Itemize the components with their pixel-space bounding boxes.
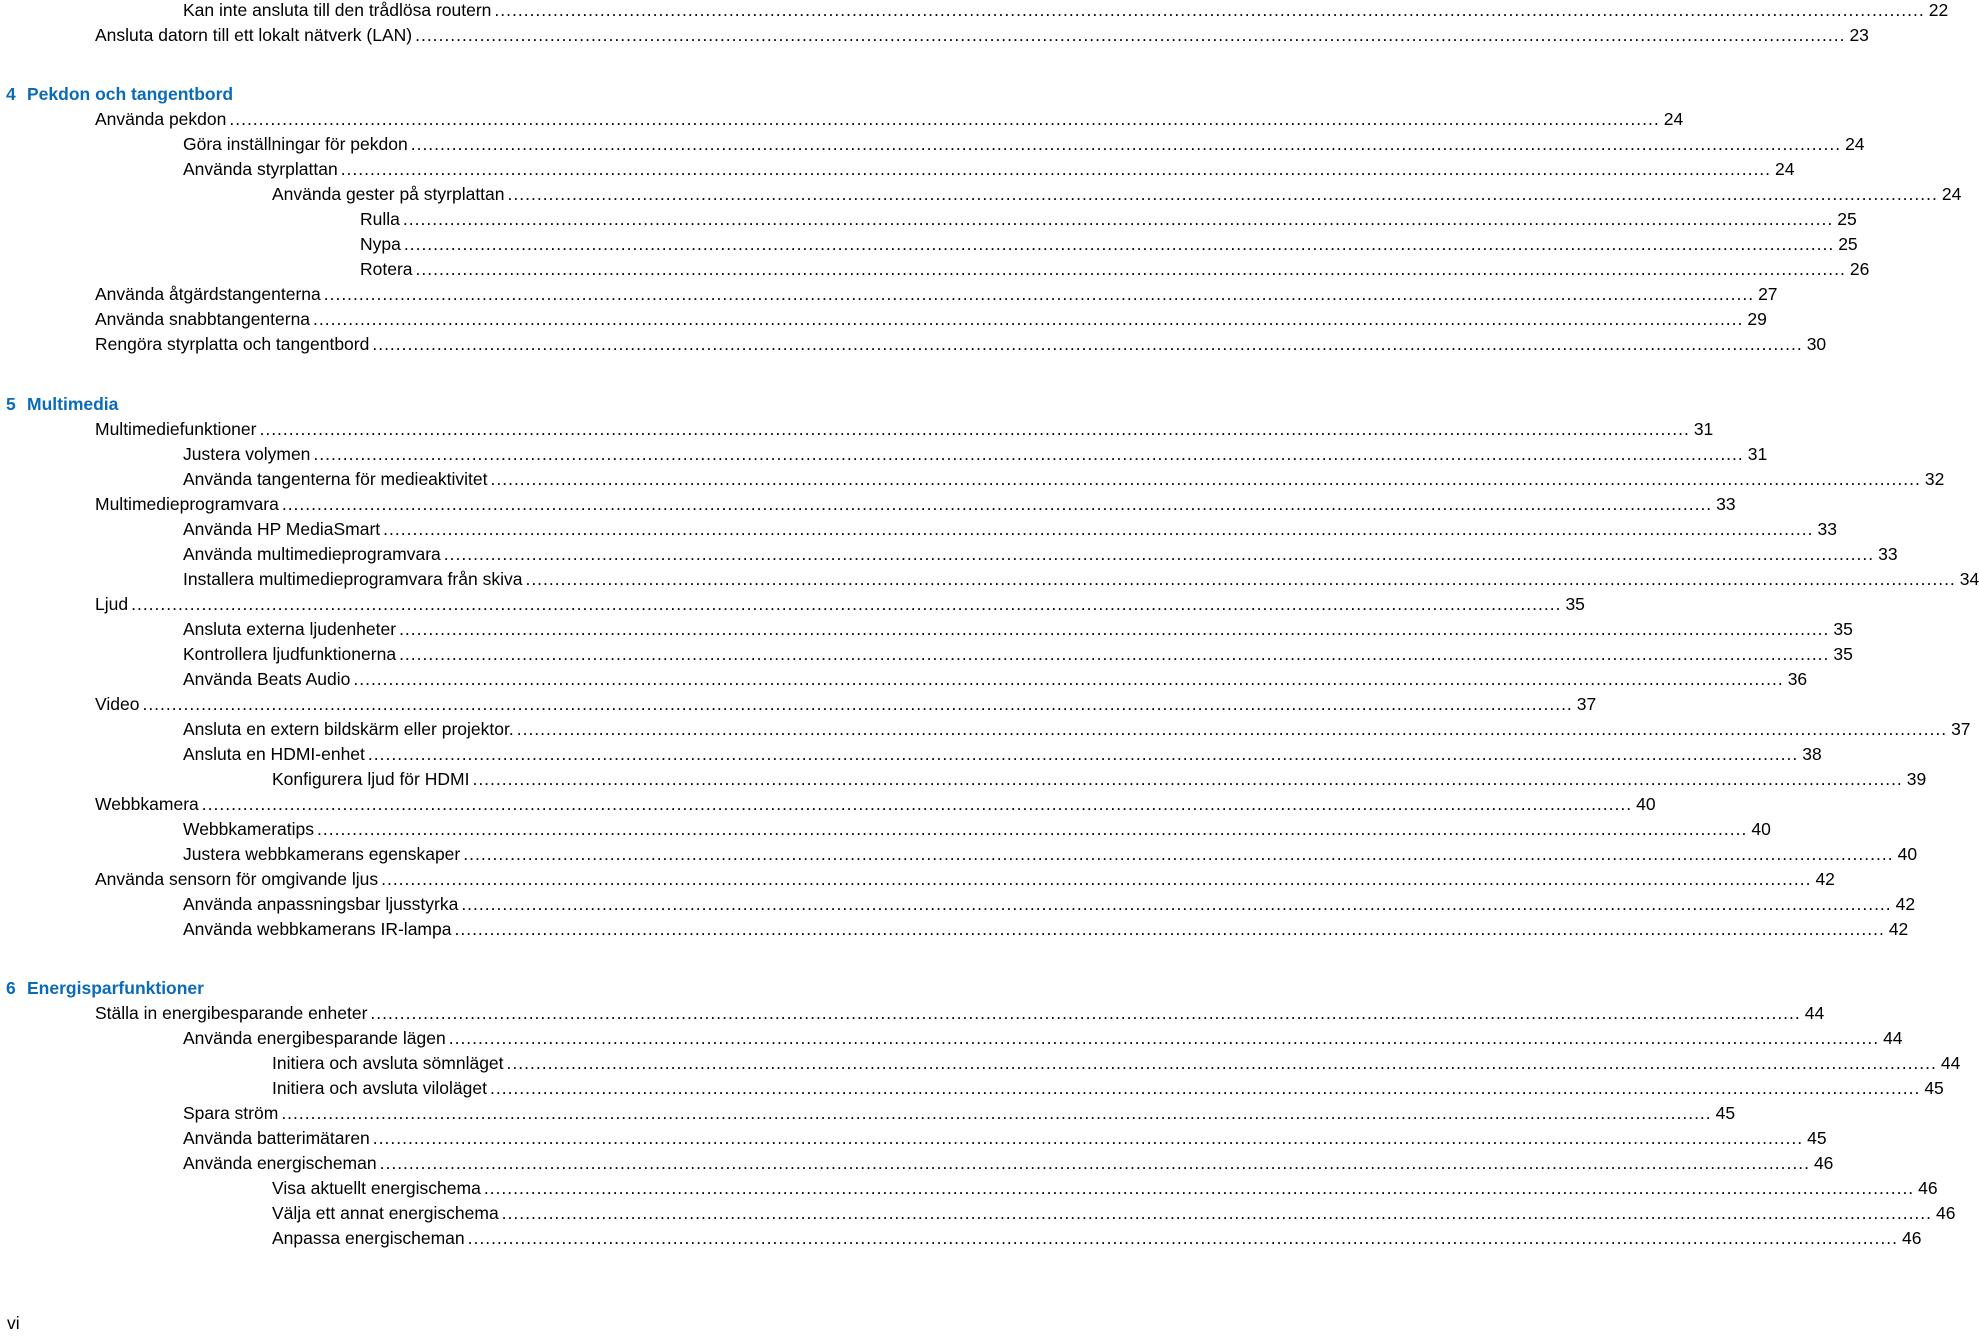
toc-entry-label: Ansluta en HDMI-enhet (183, 744, 365, 764)
toc-page-number: 33 (1817, 519, 1837, 539)
toc-entry[interactable] (0, 742, 1822, 767)
toc-entry[interactable] (0, 182, 1962, 207)
toc-leader: .................................................................................................................................................................................................................................................... (494, 0, 1925, 20)
toc-entry[interactable] (0, 1126, 1827, 1151)
toc-entry-label: Webbkameratips (183, 819, 314, 839)
toc-entry-label: Justera volymen (183, 444, 311, 464)
toc-entry-label: Ljud (95, 594, 129, 614)
toc-entry-label: Anpassa energischeman (272, 1228, 465, 1248)
toc-leader: .................................................................................................................................................................................................................................................... (201, 794, 1633, 814)
toc-entry[interactable] (0, 257, 1870, 282)
chapter-heading[interactable] (6, 82, 233, 107)
toc-leader: .................................................................................................................................................................................................................................................... (381, 869, 1812, 889)
toc-page-number: 46 (1936, 1203, 1956, 1223)
toc-entry[interactable] (0, 132, 1865, 157)
toc-entry-label: Använda Beats Audio (183, 669, 351, 689)
toc-entry-label: Använda gester på styrplattan (272, 184, 505, 204)
toc-leader: .................................................................................................................................................................................................................................................... (399, 644, 1830, 664)
toc-leader: .................................................................................................................................................................................................................................................... (443, 544, 1875, 564)
toc-entry-label: Använda HP MediaSmart (183, 519, 381, 539)
toc-page-number: 40 (1897, 844, 1918, 864)
chapter-title: Pekdon och tangentbord (27, 84, 234, 104)
toc-page-number: 35 (1565, 594, 1585, 614)
toc-entry[interactable] (0, 232, 1858, 257)
page-number-footer: vi (7, 1313, 20, 1333)
toc-entry-label: Nypa (360, 234, 401, 254)
toc-entry[interactable] (0, 617, 1853, 642)
toc-entry-label: Använda webbkamerans IR-lampa (183, 919, 452, 939)
toc-entry[interactable] (0, 567, 1979, 592)
toc-page-number: 31 (1693, 419, 1714, 439)
toc-entry-label: Använda tangenterna för medieaktivitet (183, 469, 488, 489)
toc-entry-label: Multimediefunktioner (95, 419, 257, 439)
chapter-title: Multimedia (27, 394, 119, 414)
toc-page-number: 39 (1906, 769, 1927, 789)
toc-leader: .................................................................................................................................................................................................................................................... (131, 594, 1562, 614)
toc-page-number: 24 (1663, 109, 1684, 129)
toc-entry-label: Multimedieprogramvara (95, 494, 279, 514)
toc-entry-label: Video (95, 694, 140, 714)
toc-entry[interactable] (0, 107, 1684, 132)
toc-page-number: 45 (1715, 1103, 1736, 1123)
toc-leader: .................................................................................................................................................................................................................................................... (370, 1003, 1801, 1023)
toc-entry-label: Använda styrplattan (183, 159, 338, 179)
toc-leader: .................................................................................................................................................................................................................................................... (516, 719, 1948, 739)
toc-leader: .................................................................................................................................................................................................................................................... (229, 109, 1660, 129)
toc-page-number: 45 (1924, 1078, 1944, 1098)
toc-entry-label: Webbkamera (95, 794, 199, 814)
toc-page-number: 32 (1924, 469, 1945, 489)
toc-entry[interactable] (0, 542, 1898, 567)
toc-entry[interactable] (0, 692, 1597, 717)
toc-entry[interactable] (0, 467, 1945, 492)
toc-entry-label: Rulla (360, 209, 400, 229)
toc-page-number: 38 (1802, 744, 1822, 764)
toc-entry[interactable] (0, 717, 1971, 742)
toc-entry[interactable] (0, 792, 1656, 817)
chapter-heading[interactable] (6, 392, 118, 417)
toc-leader: .................................................................................................................................................................................................................................................... (448, 1028, 1880, 1048)
toc-entry[interactable] (0, 1051, 1961, 1076)
toc-page-number: 46 (1813, 1153, 1834, 1173)
toc-page-number: 46 (1918, 1178, 1938, 1198)
toc-leader: .................................................................................................................................................................................................................................................... (367, 744, 1799, 764)
toc-entry[interactable] (0, 667, 1808, 692)
toc-page-number: 42 (1888, 919, 1909, 939)
toc-leader: .................................................................................................................................................................................................................................................... (463, 844, 1894, 864)
toc-entry[interactable] (0, 1001, 1825, 1026)
toc-entry[interactable] (0, 867, 1835, 892)
toc-leader: .................................................................................................................................................................................................................................................... (490, 469, 1921, 489)
toc-leader: .................................................................................................................................................................................................................................................... (525, 569, 1956, 589)
toc-leader: .................................................................................................................................................................................................................................................... (383, 519, 1814, 539)
chapter-number: 5 (6, 394, 16, 414)
toc-entry-label: Ansluta externa ljudenheter (183, 619, 397, 639)
toc-page-number: 35 (1833, 644, 1853, 664)
toc-page-number: 40 (1636, 794, 1656, 814)
toc-entry[interactable] (0, 307, 1767, 332)
toc-page-number: 24 (1775, 159, 1795, 179)
toc-page-number: 24 (1941, 184, 1962, 204)
toc-entry[interactable] (0, 332, 1827, 357)
toc-leader: .................................................................................................................................................................................................................................................... (454, 919, 1885, 939)
toc-entry-label: Visa aktuellt energischema (272, 1178, 481, 1198)
toc-entry-label: Initiera och avsluta sömnläget (272, 1053, 504, 1073)
toc-entry[interactable] (0, 0, 1949, 23)
toc-leader: .................................................................................................................................................................................................................................................... (142, 694, 1573, 714)
toc-leader: .................................................................................................................................................................................................................................................... (379, 1153, 1810, 1173)
toc-entry-label: Använda snabbtangenterna (95, 309, 311, 329)
toc-entry[interactable] (0, 767, 1927, 792)
toc-leader: .................................................................................................................................................................................................................................................... (507, 184, 1938, 204)
toc-leader: .................................................................................................................................................................................................................................................... (415, 25, 1846, 45)
toc-page-number: 22 (1928, 0, 1949, 20)
toc-page-number: 23 (1849, 25, 1869, 45)
toc-leader: .................................................................................................................................................................................................................................................... (259, 419, 1690, 439)
toc-leader: .................................................................................................................................................................................................................................................... (353, 669, 1784, 689)
toc-page-number: 33 (1878, 544, 1898, 564)
toc-page-number: 37 (1576, 694, 1597, 714)
toc-leader: .................................................................................................................................................................................................................................................... (372, 334, 1803, 354)
toc-entry-label: Välja ett annat energischema (272, 1203, 499, 1223)
toc-entry-label: Initiera och avsluta viloläget (272, 1078, 487, 1098)
toc-entry-label: Använda energibesparande lägen (183, 1028, 446, 1048)
toc-entry[interactable] (0, 642, 1853, 667)
toc-entry[interactable] (0, 442, 1768, 467)
toc-leader: .................................................................................................................................................................................................................................................... (403, 234, 1835, 254)
toc-leader: .................................................................................................................................................................................................................................................... (313, 444, 1744, 464)
toc-page-number: 27 (1758, 284, 1778, 304)
toc-entry[interactable] (0, 1226, 1922, 1251)
toc-entry-label: Använda multimedieprogramvara (183, 544, 441, 564)
toc-page-number: 25 (1837, 209, 1857, 229)
toc-entry-label: Använda anpassningsbar ljusstyrka (183, 894, 459, 914)
toc-page-number: 42 (1815, 869, 1835, 889)
toc-entry-label: Rengöra styrplatta och tangentbord (95, 334, 370, 354)
toc-page-number: 36 (1787, 669, 1808, 689)
toc-entry-label: Installera multimedieprogramvara från skiva (183, 569, 523, 589)
toc-entry[interactable] (0, 492, 1736, 517)
toc-entry[interactable] (0, 892, 1916, 917)
toc-entry[interactable] (0, 817, 1771, 842)
toc-entry[interactable] (0, 1076, 1944, 1101)
toc-entry-label: Ansluta en extern bildskärm eller projektor. (183, 719, 514, 739)
toc-leader: .................................................................................................................................................................................................................................................... (483, 1178, 1915, 1198)
toc-entry-label: Använda åtgärdstangenterna (95, 284, 321, 304)
toc-entry[interactable] (0, 1101, 1736, 1126)
toc-leader: .................................................................................................................................................................................................................................................... (399, 619, 1830, 639)
toc-page-number: 44 (1883, 1028, 1903, 1048)
toc-entry-label: Använda sensorn för omgivande ljus (95, 869, 379, 889)
toc-entry[interactable] (0, 23, 1869, 48)
toc-entry-label: Göra inställningar för pekdon (183, 134, 408, 154)
toc-page-number: 25 (1838, 234, 1858, 254)
toc-entry-label: Konfigurera ljud för HDMI (272, 769, 470, 789)
toc-page-number: 40 (1751, 819, 1771, 839)
chapter-number: 6 (6, 978, 16, 998)
toc-entry[interactable] (0, 282, 1778, 307)
toc-page-number: 46 (1901, 1228, 1922, 1248)
toc-entry-label: Kan inte ansluta till den trådlösa routern (183, 0, 492, 20)
toc-leader: .................................................................................................................................................................................................................................................... (313, 309, 1744, 329)
toc-entry-label: Kontrollera ljudfunktionerna (183, 644, 397, 664)
toc-entry-label: Ställa in energibesparande enheter (95, 1003, 368, 1023)
toc-page-number: 45 (1807, 1128, 1827, 1148)
toc-leader: .................................................................................................................................................................................................................................................... (415, 259, 1846, 279)
toc-page-number: 35 (1833, 619, 1853, 639)
toc-page-number: 34 (1959, 569, 1979, 589)
toc-entry-label: Spara ström (183, 1103, 279, 1123)
toc-leader: .................................................................................................................................................................................................................................................... (340, 159, 1772, 179)
toc-leader: .................................................................................................................................................................................................................................................... (372, 1128, 1804, 1148)
toc-page-number: 37 (1951, 719, 1971, 739)
toc-page-number: 44 (1804, 1003, 1825, 1023)
toc-entry-label: Justera webbkamerans egenskaper (183, 844, 461, 864)
toc-entry[interactable] (0, 917, 1909, 942)
toc-leader: .................................................................................................................................................................................................................................................... (501, 1203, 1933, 1223)
toc-leader: .................................................................................................................................................................................................................................................... (317, 819, 1748, 839)
toc-page-number: 42 (1895, 894, 1916, 914)
toc-leader: .................................................................................................................................................................................................................................................... (402, 209, 1834, 229)
toc-leader: .................................................................................................................................................................................................................................................... (506, 1053, 1937, 1073)
toc-page-number: 24 (1845, 134, 1865, 154)
toc-entry-label: Rotera (360, 259, 413, 279)
chapter-title: Energisparfunktioner (27, 978, 204, 998)
toc-entry-label: Använda batterimätaren (183, 1128, 370, 1148)
toc-entry[interactable] (0, 157, 1795, 182)
toc-page-number: 26 (1849, 259, 1870, 279)
toc-page-number: 44 (1940, 1053, 1961, 1073)
toc-leader: .................................................................................................................................................................................................................................................... (467, 1228, 1898, 1248)
toc-entry[interactable] (0, 1026, 1903, 1051)
toc-page-number: 29 (1747, 309, 1767, 329)
toc-entry-label: Använda energischeman (183, 1153, 377, 1173)
toc-page-number: 30 (1806, 334, 1827, 354)
toc-leader: .................................................................................................................................................................................................................................................... (323, 284, 1755, 304)
toc-leader: .................................................................................................................................................................................................................................................... (472, 769, 1903, 789)
toc-leader: .................................................................................................................................................................................................................................................... (489, 1078, 1921, 1098)
toc-entry[interactable] (0, 1176, 1938, 1201)
toc-leader: .................................................................................................................................................................................................................................................... (461, 894, 1892, 914)
toc-leader: .................................................................................................................................................................................................................................................... (410, 134, 1842, 154)
toc-entry[interactable] (0, 1151, 1834, 1176)
toc-entry[interactable] (0, 417, 1714, 442)
toc-page-number: 31 (1747, 444, 1768, 464)
toc-leader: .................................................................................................................................................................................................................................................... (281, 494, 1713, 514)
toc-page-number: 33 (1716, 494, 1736, 514)
toc-entry[interactable] (0, 842, 1918, 867)
toc-leader: .................................................................................................................................................................................................................................................... (281, 1103, 1712, 1123)
chapter-heading[interactable] (6, 976, 204, 1001)
toc-entry[interactable] (0, 592, 1585, 617)
toc-entry-label: Ansluta datorn till ett lokalt nätverk (LAN) (95, 25, 413, 45)
chapter-number: 4 (6, 84, 16, 104)
toc-entry[interactable] (0, 517, 1837, 542)
toc-entry-label: Använda pekdon (95, 109, 227, 129)
toc-entry[interactable] (0, 207, 1857, 232)
toc-entry[interactable] (0, 1201, 1956, 1226)
